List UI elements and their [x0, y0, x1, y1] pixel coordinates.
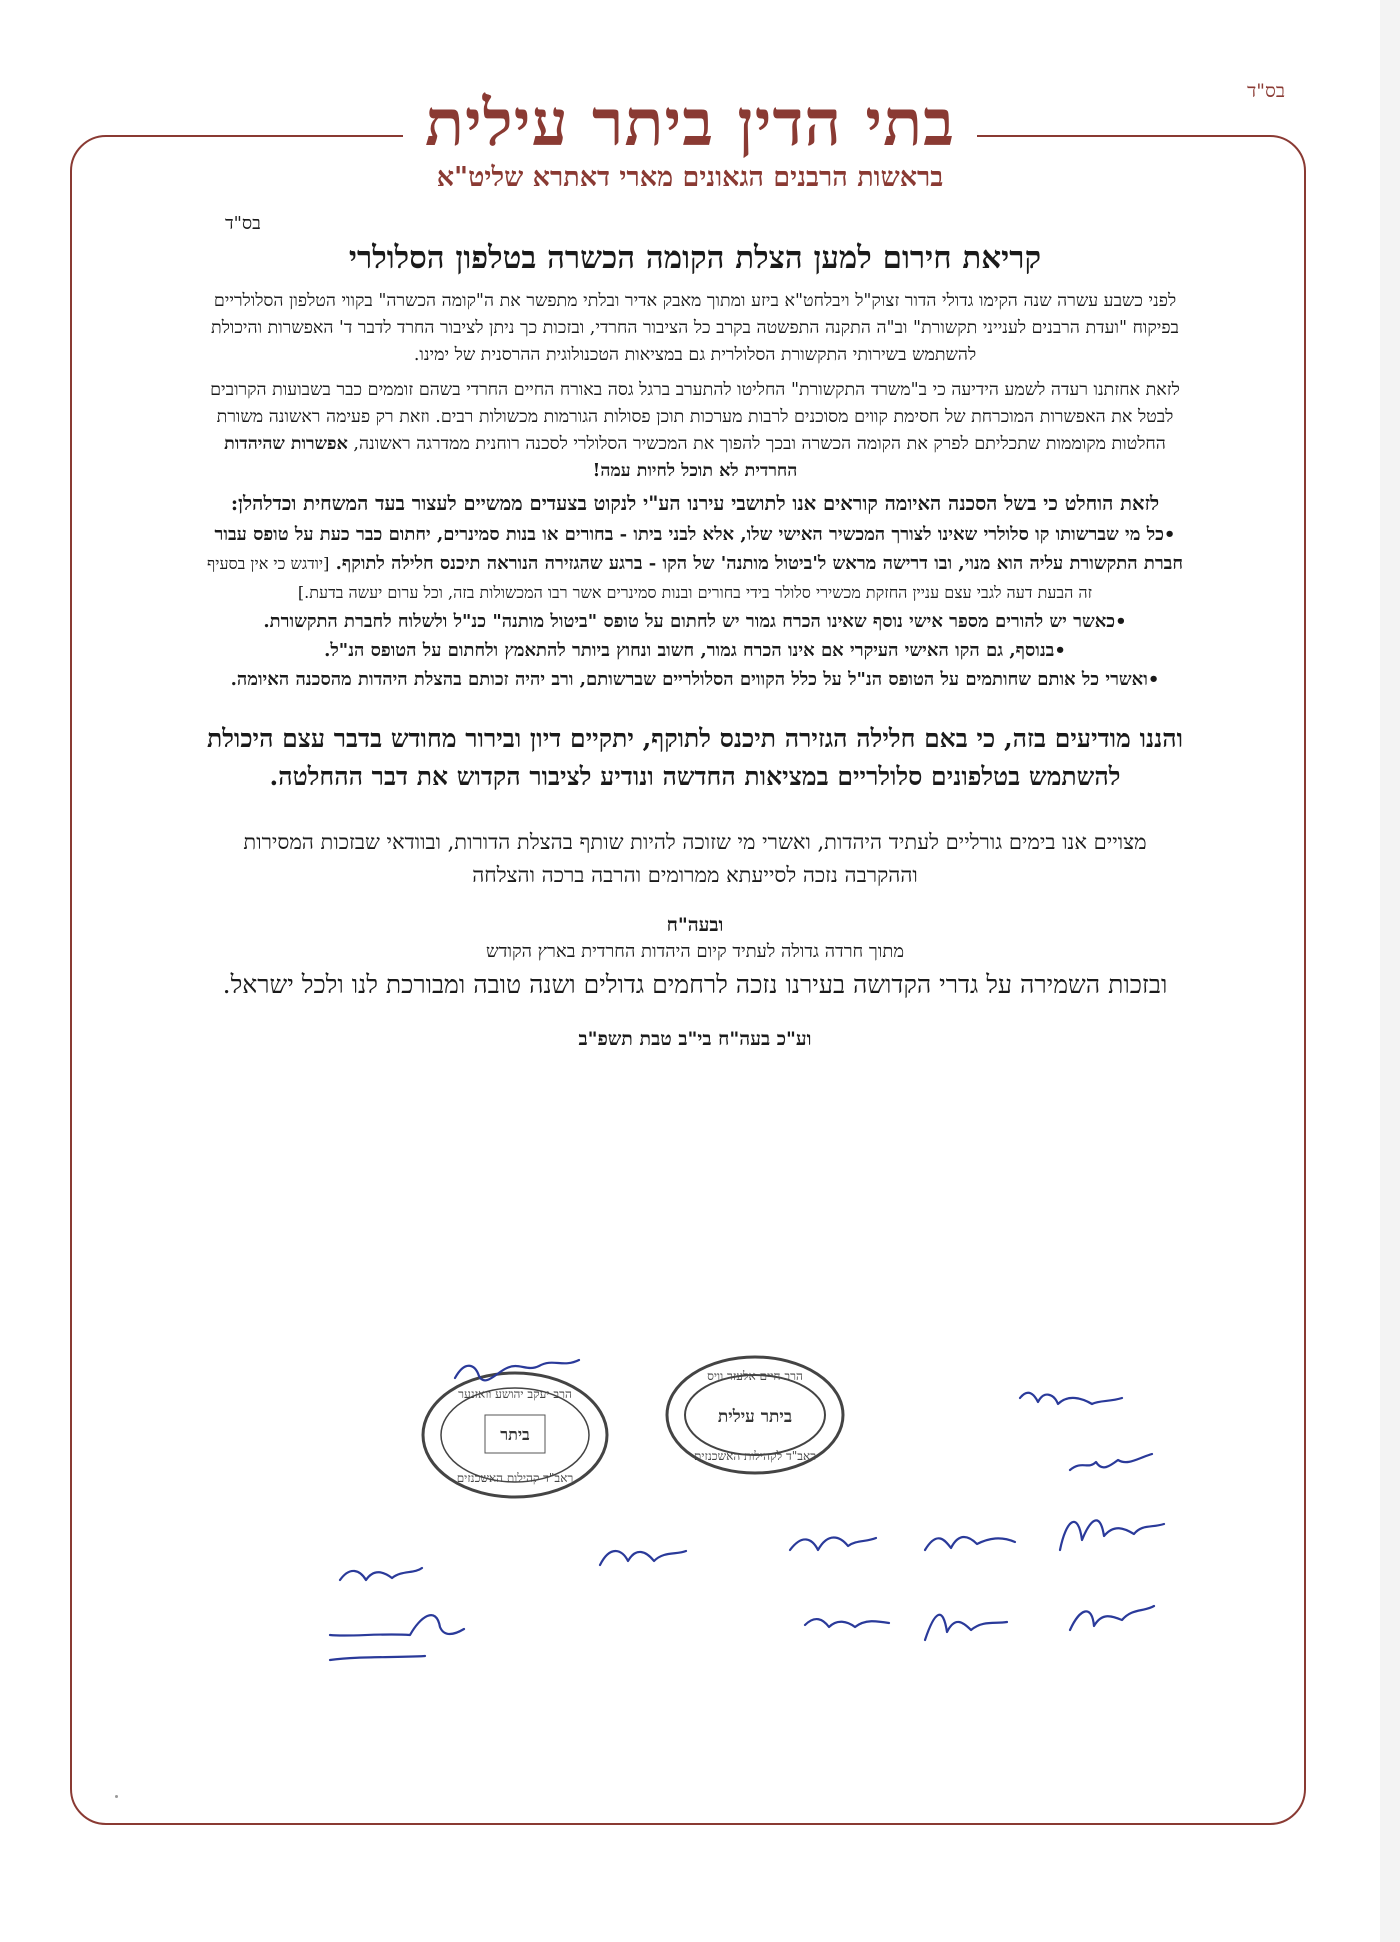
stamp-right-center: ביתר עילית — [717, 1407, 793, 1427]
corner-bsd: בס"ד — [1247, 80, 1285, 102]
paragraph-decision: לזאת הוחלט כי בשל הסכנה האיומה קוראים אנו לתושבי עירנו הע"י לנקוט בצעדים ממשיים לעצור בעד המשחית וכדלהלן: — [230, 492, 1160, 515]
signatures-area — [300, 1340, 1260, 1670]
stamp-right-top: הרב חיים אלעזר וויס — [707, 1369, 803, 1383]
paragraph-threat-emphasis: אפשרות שהיהדות החרדית לא תוכל לחיות עמה! — [224, 434, 798, 481]
signature-12 — [330, 1615, 464, 1635]
letter-body — [205, 213, 1185, 1051]
signature-1 — [455, 1360, 579, 1380]
stamp-left-top: הרב יעקב יהושע וואזנער — [458, 1387, 572, 1401]
signatures-and-stamps — [300, 1340, 1260, 1670]
signature-7 — [925, 1615, 1007, 1640]
instruction-text: •כל מי שברשותו קו סלולרי שאינו לצורך המכשיר האישי שלו, אלא לבני ביתו - בחורים או בנות סמינרים, יחתום כבר כעת על טופס עבור חברת התקשורת עליה הוא מנוי, ובו דרישה מראש ל'ביטול מותנה' של הקו - ברגע שהגזירה הנוראה תיכנס חלילה לתוקף. — [214, 524, 1183, 574]
instruction-item: •ואשרי כל אותם שחותמים על הטופס הנ"ל על כלל הקווים הסלולריים שברשותם, ורב יהיה זכותם בהצלת היהדות מהסכנה האיומה. — [230, 669, 1160, 690]
letterhead-subtitle: בראשות הרבנים הגאונים מארי דאתרא שליט"א — [436, 162, 944, 193]
instructions-list — [205, 520, 1185, 694]
signature-9 — [805, 1619, 889, 1627]
signature-4 — [1060, 1520, 1164, 1550]
stamp-right — [667, 1357, 843, 1473]
signature-5 — [1070, 1606, 1154, 1630]
instruction-note: [יודגש כי אין בסעיף זה הבעת דעה לגבי עצם עניין החזקת מכשירי סלולר בידי בחורים ובנות סמינרים אשר רבו המכשולות בזה, וכל ערום יעשה בדעת.] — [206, 554, 1093, 602]
scan-dot — [115, 1795, 118, 1798]
instruction-item — [205, 520, 1185, 607]
signature-6 — [925, 1537, 1015, 1550]
page-edge — [1380, 0, 1400, 1942]
handwritten-signatures — [330, 1360, 1164, 1660]
body-bsd: בס"ד — [225, 213, 261, 234]
signature-3 — [1070, 1454, 1152, 1470]
closing-hope: מצויים אנו בימים גורליים לעתיד היהדות, ואשרי מי שזוכה להיות שותף בהצלת הדורות, ובוודאי שבזכות המסירות וההקרבה נזכה לסייעתא ממרומים והרבה ברכה והצלחה — [243, 830, 1147, 887]
closing-blessing: ובזכות השמירה על גדרי הקדושה בעירנו נזכה לרחמים גדולים ושנה טובה ומבורכת לנו ולכל ישראל. — [222, 970, 1168, 999]
signature-11 — [340, 1568, 422, 1580]
instruction-item: •בנוסף, גם הקו האישי העיקרי אם אינו הכרח גמור, חשוב ונחוץ ביותר להתאמץ ולחתום על הטופס הנ"ל. — [324, 640, 1066, 661]
signature-10 — [600, 1551, 686, 1565]
stamp-left-center: ביתר — [500, 1425, 530, 1444]
letter-title: קריאת חירום למען הצלת הקומה הכשרה בטלפון הסלולרי — [348, 240, 1042, 276]
signature-2 — [1020, 1393, 1122, 1404]
signature-8 — [790, 1538, 876, 1551]
paragraph-threat — [205, 377, 1185, 485]
stamp-left — [423, 1373, 607, 1497]
letterhead-title-wrap — [0, 86, 1380, 161]
signature-13 — [330, 1656, 425, 1660]
stamp-right-bottom: ראב"ד לקהילות האשכנזים — [693, 1449, 817, 1463]
signed-marker: ובעה"ח — [666, 914, 724, 936]
paragraph-threat-text: לזאת אחזתנו רעדה לשמע הידיעה כי ב"משרד התקשורת" החליטו להתערב ברגל גסה באורח החיים החרדי בשהם זוממים כבר בשבועות הקרובים לבטל את האפשרות המוכרחת של חסימת קווים מסוכנים לרבות מערכות תוכן פסולות הגורמות מכשולות רבים. וזאת רק פעימה ראשונה משורת החלטות מקוממות שתכליתם לפרק את הקומה הכשרה ובכך להפוך את המכשיר הסלולרי לסכנה רוחנית ממדרגה ראשונה, — [210, 380, 1180, 454]
letterhead-title: בתי הדין ביתר עילית — [403, 86, 977, 161]
paragraph-history: לפני כשבע עשרה שנה הקימו גדולי הדור זצוק"ל ויבלחט"א ביזע ומתוך מאבק אדיר ובלתי מתפשר את ה"קומה הכשרה" בקווי הטלפון הסלולריים בפיקוח "ועדת הרבנים לענייני תקשורת" וב"ה התקנה התפשטה בקרב כל הציבור החרדי, ובזכות כך ניתן לציבור החרד לדבר ד' האפשרות והיכולת להשתמש בשירותי התקשורת הסלולרית גם במציאות הטכנולוגית ההרסנית של ימינו. — [211, 291, 1179, 365]
signing-date: וע"כ בעה"ח בי"ב טבת תשפ"ב — [578, 1028, 812, 1050]
closing-concern: מתוך חרדה גדולה לעתיד קיום היהדות החרדית בארץ הקודש — [485, 941, 905, 962]
instruction-item: •כאשר יש להורים מספר אישי נוסף שאינו הכרח גמור יש לחתום על טופס "ביטול מותנה" כנ"ל ולשלוח לחברת התקשורת. — [263, 611, 1127, 632]
stamp-left-bottom: ראב"ד קהילות האשכנזים — [456, 1471, 574, 1485]
announcement: והננו מודיעים בזה, כי באם חלילה הגזירה תיכנס לתוקף, יתקיים דיון ובירור מחודש בדבר עצם היכולת להשתמש בטלפונים סלולריים במציאות החדשה ונודיע לציבור הקדוש את דבר ההחלטה. — [206, 724, 1183, 791]
